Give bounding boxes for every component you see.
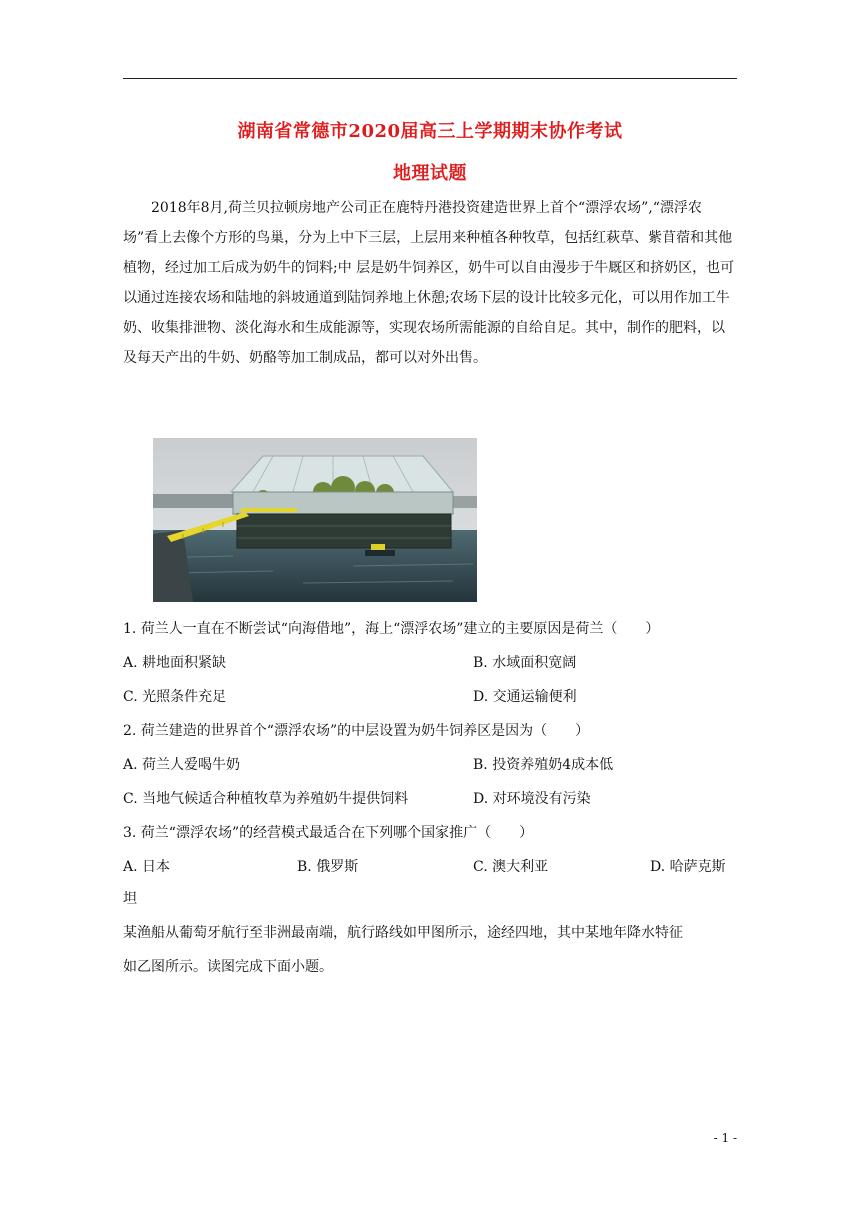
question-2-stem: 2. 荷兰建造的世界首个“漂浮农场”的中层设置为奶牛饲养区是因为（ ） [123, 723, 590, 739]
intro-paragraph [123, 193, 737, 373]
question-3-option-c: C. 澳大利亚 [473, 859, 549, 875]
question-1-option-b: B. 水域面积宽阔 [473, 655, 577, 671]
header-rule [123, 78, 737, 79]
question-2-option-c: C. 当地气候适合种植牧草为养殖奶牛提供饲料 [123, 791, 409, 807]
question-3-option-d: D. 哈萨克斯 [650, 859, 726, 875]
question-1-option-d: D. 交通运输便利 [473, 689, 577, 705]
question-1-stem: 1. 荷兰人一直在不断尝试“向海借地”，海上“漂浮农场”建立的主要原因是荷兰（ ） [123, 621, 660, 637]
exam-title: 湖南省常德市2020届高三上学期期末协作考试 [237, 121, 623, 142]
question-2-option-b: B. 投资养殖奶4成本低 [473, 757, 614, 773]
question-3-option-a: A. 日本 [123, 859, 171, 875]
question-1-option-a: A. 耕地面积紧缺 [123, 655, 227, 671]
page-number: - 1 - [713, 1131, 737, 1145]
question-3-stem: 3. 荷兰“漂浮农场”的经营模式最适合在下列哪个国家推广（ ） [123, 825, 534, 841]
question-3-option-d-wrap: 坦 [123, 891, 137, 907]
exam-subject: 地理试题 [393, 163, 467, 184]
question-1-option-c: C. 光照条件充足 [123, 689, 227, 705]
question-3-option-b: B. 俄罗斯 [297, 859, 359, 875]
floating-farm-image [153, 438, 477, 602]
question-2-option-d: D. 对环境没有污染 [473, 791, 591, 807]
question-2-option-a: A. 荷兰人爱喝牛奶 [123, 757, 241, 773]
passage-2-line-1: 某渔船从葡萄牙航行至非洲最南端，航行路线如甲图所示，途经四地，其中某地年降水特征 [123, 925, 683, 941]
passage-2-line-2: 如乙图所示。读图完成下面小题。 [123, 959, 333, 975]
intro-text: 2018年8月,荷兰贝拉顿房地产公司正在鹿特丹港投资建造世界上首个“漂浮农场”,“漂浮农场”看上去像个方形的鸟巢，分为上中下三层，上层用来种植各种牧草，包括红萩草、紫苜蓿和其他植物，经过加工后成为奶牛的饲料;中 层是奶牛饲养区，奶牛可以自由漫步于牛厩区和挤奶区，也可以通过连接农场和陆地的斜坡通道到陆饲养地上休憩;农场下层的设计比较多元化，可以用作加工牛奶、收集排泄物、淡化海水和生成能源等，实现农场所需能源的自给自足。其中，制作的肥料，以及每天产出的牛奶、奶酪等加工制成品，都可以对外出售。 [123, 200, 735, 366]
floating-farm-photo [153, 438, 477, 602]
